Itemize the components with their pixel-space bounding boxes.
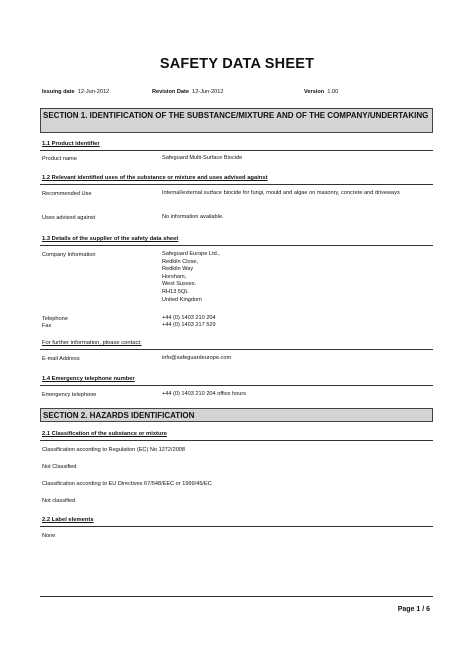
company-address: [162, 251, 220, 304]
revision-date-value: 12-Jun-2012: [192, 89, 224, 95]
emergency-telephone-value: +44 (0) 1403 210 204 office hours: [162, 391, 247, 397]
email-value: info@safeguardeurope.com: [162, 355, 232, 361]
uses-advised-against-value: No information available.: [162, 214, 224, 220]
not-classified-text: Not classified: [42, 498, 76, 504]
divider: [40, 245, 433, 246]
fax-value: +44 (0) 1403 217 529: [162, 322, 216, 328]
issuing-date: [42, 89, 109, 95]
address-line: Horsham,: [162, 273, 187, 280]
issuing-date-value: 12-Jun-2012: [77, 89, 110, 95]
uses-advised-against-label: Uses advised against: [42, 215, 96, 221]
divider: [40, 184, 433, 185]
telephone-value: +44 (0) 1403 210 204: [162, 315, 216, 321]
divider: [40, 349, 433, 350]
revision-date-label: Revision Date: [152, 89, 189, 95]
address-line: Redkiln Close,: [162, 258, 199, 265]
further-information-link: For further information, please contact:: [42, 340, 142, 346]
version-value: 1.00: [327, 89, 339, 95]
address-line: United Kingdom: [162, 296, 202, 303]
subsection-1-1: 1.1 Product identifier: [42, 141, 100, 147]
divider: [40, 526, 433, 527]
recommended-use-value: Internal/external surface biocide for fungi, mould and algae on masonry, concrete and driveways: [162, 190, 400, 196]
version-label: Version: [304, 89, 325, 95]
label-elements-value: None: [42, 533, 56, 539]
company-information-label: Company Information: [42, 252, 96, 258]
not-classified-text: Not Classified: [42, 464, 77, 470]
issuing-date-label: Issuing date: [42, 89, 75, 95]
version: [304, 89, 338, 95]
divider: [40, 440, 433, 441]
address-line: Safeguard Europe Ltd.,: [162, 251, 220, 257]
subsection-2-2: 2.2 Label elements: [42, 517, 94, 523]
product-name-value: Safeguard Multi-Surface Biocide: [162, 155, 243, 161]
telephone-label: Telephone: [42, 316, 68, 322]
subsection-2-1: 2.1 Classification of the substance or mixture: [42, 431, 167, 437]
subsection-1-2: 1.2 Relevant identified uses of the substance or mixture and uses advised against: [42, 175, 268, 181]
product-name-label: Product name: [42, 156, 77, 162]
document-title: SAFETY DATA SHEET: [159, 56, 315, 72]
emergency-telephone-label: Emergency telephone: [42, 392, 97, 398]
address-line: Redkiln Way: [162, 266, 194, 273]
divider: [40, 385, 433, 386]
divider: [40, 150, 433, 151]
section-2-heading: SECTION 2. HAZARDS IDENTIFICATION: [40, 408, 433, 422]
section-1-heading: SECTION 1. IDENTIFICATION OF THE SUBSTANCE/MIXTURE AND OF THE COMPANY/UNDERTAKING: [40, 108, 433, 133]
footer-divider: [40, 596, 433, 597]
address-line: RH13 5QL: [162, 288, 189, 295]
subsection-1-3: 1.3 Details of the supplier of the safety data sheet: [42, 236, 179, 242]
classification-directives-text: Classification according to EU Directives 67/548/EEC or 1999/45/EC: [42, 481, 212, 487]
classification-regulation-text: Classification according to Regulation (EC) No 1272/2008: [42, 447, 186, 453]
fax-label: Fax: [42, 323, 52, 329]
subsection-1-4: 1.4 Emergency telephone number: [42, 376, 135, 382]
email-label: E-mail Address: [42, 356, 80, 362]
page-number: Page 1 / 6: [397, 606, 430, 613]
recommended-use-label: Recommended Use: [42, 191, 92, 197]
address-line: West Sussex.: [162, 281, 197, 288]
revision-date: [152, 89, 224, 95]
